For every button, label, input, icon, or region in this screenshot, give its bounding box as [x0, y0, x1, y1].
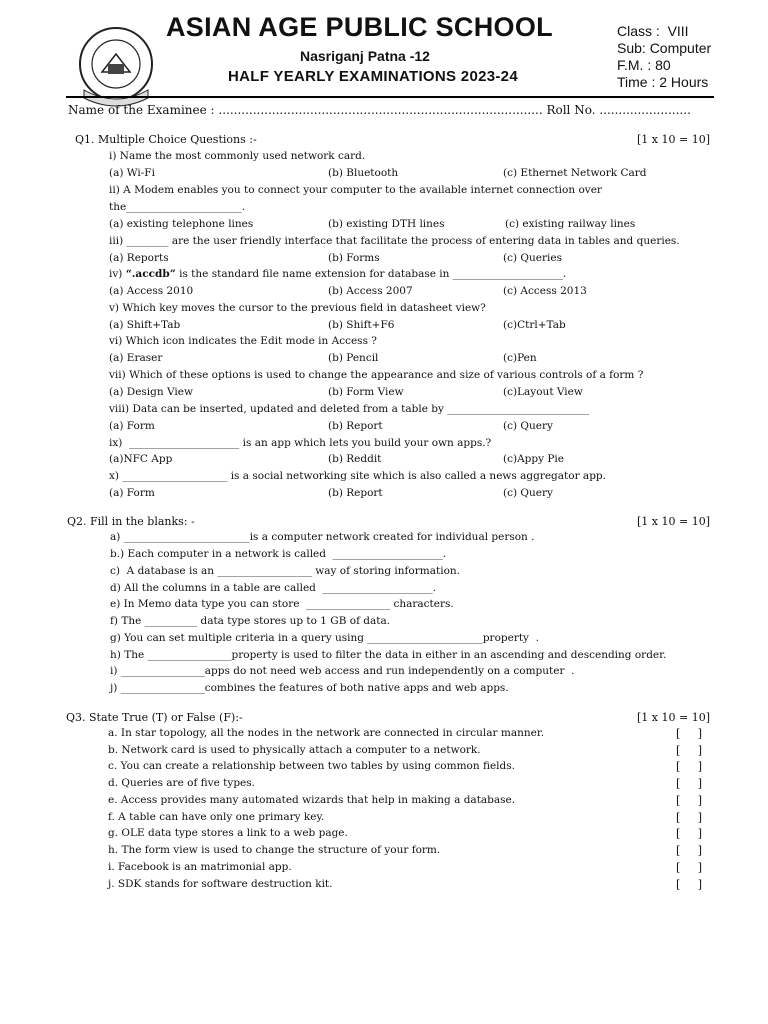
q1-option: (c) existing railway lines	[505, 218, 636, 230]
q3-answer-bracket: [ ]	[676, 844, 703, 857]
q1-option: (a) Access 2010	[109, 285, 194, 297]
q1-question: ii) A Modem enables you to connect your computer to the available internet connection over	[109, 184, 602, 196]
q3-answer-bracket: [ ]	[676, 777, 703, 790]
q2-marks: [1 x 10 = 10]	[637, 515, 710, 528]
q1-question-prefix: iv)	[109, 268, 126, 280]
q1-question: v) Which key moves the cursor to the previous field in datasheet view?	[109, 302, 486, 314]
q3-answer-bracket: [ ]	[676, 744, 703, 757]
q3-marks: [1 x 10 = 10]	[637, 711, 710, 724]
q3-item: e. Access provides many automated wizards that help in making a database.	[108, 794, 516, 806]
q1-marks: [1 x 10 = 10]	[637, 133, 710, 146]
class-label: Class : VIII	[617, 23, 689, 39]
q1-question-text: is the standard file name extension for database in _____________________.	[175, 268, 567, 280]
q3-item: g. OLE data type stores a link to a web page.	[108, 827, 348, 839]
q1-option: (c)Appy Pie	[503, 453, 565, 465]
q3-item: j. SDK stands for software destruction kit.	[108, 878, 333, 890]
q1-option: (c) Ethernet Network Card	[503, 167, 647, 179]
q2-item: i) ________________apps do not need web access and run independently on a computer .	[110, 665, 575, 677]
q3-answer-bracket: [ ]	[676, 861, 703, 874]
q3-item: b. Network card is used to physically attach a computer to a network.	[108, 744, 481, 756]
school-location: Nasriganj Patna -12	[300, 48, 430, 64]
q1-option: (b) Report	[328, 487, 383, 499]
header-divider	[66, 96, 714, 98]
q1-option: (b) Access 2007	[328, 285, 413, 297]
q2-item: j) ________________combines the features of both native apps and web apps.	[110, 682, 509, 694]
q1-option: (a) Form	[109, 487, 155, 499]
q1-option: (a)NFC App	[109, 453, 173, 465]
q1-option: (a) Eraser	[109, 352, 163, 364]
q2-item: a) ________________________is a computer network created for individual person .	[110, 531, 535, 543]
q2-item: c) A database is an __________________ way of storing information.	[110, 565, 460, 577]
q1-option: (c) Query	[503, 420, 553, 432]
q2-item: d) All the columns in a table are called _____________________.	[110, 582, 437, 594]
q1-option: (b) Pencil	[328, 352, 379, 364]
q1-option: (a) existing telephone lines	[109, 218, 254, 230]
q3-item: d. Queries are of five types.	[108, 777, 255, 789]
q1-option: (b) Shift+F6	[328, 319, 395, 331]
q3-item: f. A table can have only one primary key.	[108, 811, 325, 823]
q1-option: (c)Pen	[503, 352, 537, 364]
q2-item: h) The ________________property is used to filter the data in either in an ascending and descending order.	[110, 649, 667, 661]
q1-option: (b) Report	[328, 420, 383, 432]
q1-option: (c) Query	[503, 487, 553, 499]
q1-option: (a) Reports	[109, 252, 169, 264]
q1-option: (b) Form View	[328, 386, 404, 398]
q1-option: (c) Queries	[503, 252, 562, 264]
q1-option: (a) Design View	[109, 386, 193, 398]
q3-item: i. Facebook is an matrimonial app.	[108, 861, 292, 873]
subject-label: Sub: Computer	[617, 40, 712, 56]
q1-question: iii) ________ are the user friendly interface that facilitate the process of entering data in tables and queries.	[109, 235, 680, 247]
exam-title: HALF YEARLY EXAMINATIONS 2023-24	[228, 68, 518, 85]
q1-question: vi) Which icon indicates the Edit mode in Access ?	[109, 335, 377, 347]
q3-item: h. The form view is used to change the structure of your form.	[108, 844, 441, 856]
q1-question: vii) Which of these options is used to change the appearance and size of various controls of a form ?	[109, 369, 644, 381]
q2-title: Q2. Fill in the blanks: -	[67, 515, 195, 528]
q3-answer-bracket: [ ]	[676, 760, 703, 773]
q1-option: (b) existing DTH lines	[328, 218, 445, 230]
q1-option: (a) Form	[109, 420, 155, 432]
q1-option: (c)Ctrl+Tab	[503, 319, 566, 331]
q3-item: c. You can create a relationship between two tables by using common fields.	[108, 760, 515, 772]
q3-answer-bracket: [ ]	[676, 794, 703, 807]
examinee-line: Name of the Examinee : ..................................................................................... Roll No. ........................	[68, 103, 691, 117]
school-name: ASIAN AGE PUBLIC SCHOOL	[166, 12, 553, 42]
full-marks-label: F.M. : 80	[617, 57, 671, 73]
q2-item: e) In Memo data type you can store ________________ characters.	[110, 598, 454, 610]
q1-option: (c)Layout View	[503, 386, 583, 398]
q1-option: (b) Bluetooth	[328, 167, 399, 179]
q1-question: i) Name the most commonly used network card.	[109, 150, 366, 162]
q1-option: (a) Wi-Fi	[109, 167, 155, 179]
q1-option: (b) Forms	[328, 252, 380, 264]
q3-answer-bracket: [ ]	[676, 878, 703, 891]
q1-option: (a) Shift+Tab	[109, 319, 181, 331]
time-label: Time : 2 Hours	[617, 74, 709, 90]
q1-option: (c) Access 2013	[503, 285, 587, 297]
q1-question	[109, 268, 566, 280]
exam-meta	[617, 23, 711, 91]
q1-question: ix) _____________________ is an app which lets you build your own apps.?	[109, 437, 492, 449]
q2-item: f) The __________ data type stores up to 1 GB of data.	[110, 615, 391, 627]
q1-option: (b) Reddit	[328, 453, 382, 465]
q3-answer-bracket: [ ]	[676, 727, 703, 740]
q3-answer-bracket: [ ]	[676, 811, 703, 824]
q1-question-cont: the______________________.	[109, 201, 246, 213]
q3-answer-bracket: [ ]	[676, 827, 703, 840]
q3-title: Q3. State True (T) or False (F):-	[66, 711, 243, 724]
q1-title: Q1. Multiple Choice Questions :-	[75, 133, 257, 146]
q1-question: x) ____________________ is a social networking site which is also called a news aggregator app.	[109, 470, 606, 482]
q2-item: b.) Each computer in a network is called _____________________.	[110, 548, 447, 560]
q1-question: viii) Data can be inserted, updated and deleted from a table by ___________________________	[109, 403, 590, 415]
q3-item: a. In star topology, all the nodes in the network are connected in circular manner.	[108, 727, 545, 739]
q1-question-bold: “.accdb”	[125, 268, 176, 280]
q2-item: g) You can set multiple criteria in a query using ______________________property .	[110, 632, 540, 644]
